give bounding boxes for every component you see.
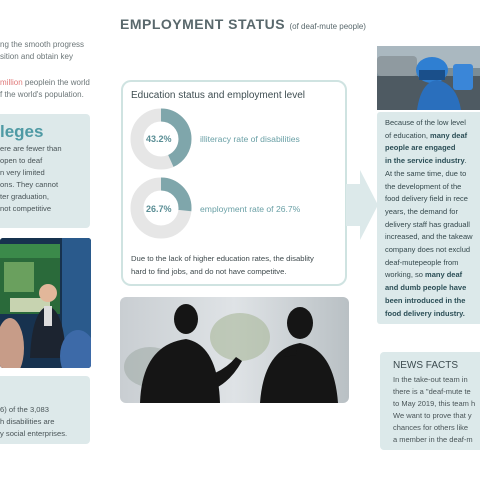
colleges-line: open to deaf (0, 156, 43, 165)
service-industry-text (385, 117, 473, 320)
colleges-line: ere are fewer than (0, 144, 62, 153)
service-line: delivery staff has graduall (385, 219, 470, 229)
colleges-line: not competitive (0, 204, 52, 213)
colleges-line: ter graduation, (0, 192, 49, 201)
population-line-2: f the world's population. (0, 90, 84, 99)
service-line: been introduced in the (385, 295, 466, 305)
education-title: Education status and employment level (131, 90, 305, 101)
delivery-rider-photo (377, 46, 480, 110)
service-line: Because of the low level (385, 118, 466, 127)
service-line: years, the demand for (385, 206, 458, 216)
service-line: food delivery industry. (385, 308, 465, 318)
service-line: increased, and the takeaw (385, 232, 473, 242)
service-line: deaf-mutepeople from (385, 257, 459, 267)
note-line: hard to find jobs, and do not have competitve. (131, 267, 287, 276)
service-line: the development of the (385, 181, 462, 191)
social-line: y social enterprises. (0, 429, 68, 438)
service-line: people are engaged (385, 143, 456, 153)
population-rest: peoplein the world (22, 78, 90, 87)
service-line: At the same time, due to (385, 168, 467, 178)
news-line: there is a "deaf-mute te (393, 387, 471, 396)
news-line: to May 2019, this team h (393, 399, 476, 408)
page-title (120, 16, 366, 32)
news-line: In the take-out team in (393, 375, 468, 384)
intro-line-2: sition and obtain key (0, 52, 73, 61)
colleges-line: n very limited (0, 168, 45, 177)
population-highlight: million (0, 78, 23, 87)
employment-percent: 26.7% (146, 204, 172, 214)
social-line: 6) of the 3,083 (0, 405, 49, 414)
news-line: a member in the deaf-m (393, 435, 473, 444)
service-line: food delivery field in rece (385, 194, 468, 204)
service-line: and dumb people have (385, 283, 467, 293)
social-enterprise-text (0, 404, 67, 440)
service-line: of education, many deaf (385, 130, 468, 140)
service-line: company does not exclud (385, 245, 471, 255)
education-note (131, 252, 314, 278)
intro-line-1: ng the smooth progress (0, 40, 85, 49)
illiteracy-label: illiteracy rate of disabilities (200, 134, 300, 144)
employment-label: employment rate of 26.7% (200, 204, 301, 214)
note-line: Due to the lack of higher education rates, the disablity (131, 254, 314, 263)
news-line: We want to prove that y (393, 411, 472, 420)
title-sub: (of deaf-mute people) (289, 22, 366, 31)
news-line: chances for others like (393, 423, 469, 432)
intro-text (0, 39, 84, 63)
service-line: working, so many deaf (385, 270, 463, 280)
social-line: h disabilities are (0, 417, 55, 426)
presentation-photo (0, 238, 91, 368)
title-main: EMPLOYMENT STATUS (120, 16, 286, 32)
colleges-line: ons. They cannot (0, 180, 59, 189)
population-text (0, 77, 90, 101)
colleges-title: leges (0, 122, 44, 141)
colleges-text (0, 143, 62, 215)
silhouette-photo (120, 297, 349, 403)
illiteracy-percent: 43.2% (146, 134, 172, 144)
news-facts-title: NEWS FACTS (393, 360, 459, 371)
news-facts-text (393, 374, 475, 446)
service-line: in the service industry. (385, 156, 467, 166)
flow-arrow-icon (346, 170, 378, 240)
